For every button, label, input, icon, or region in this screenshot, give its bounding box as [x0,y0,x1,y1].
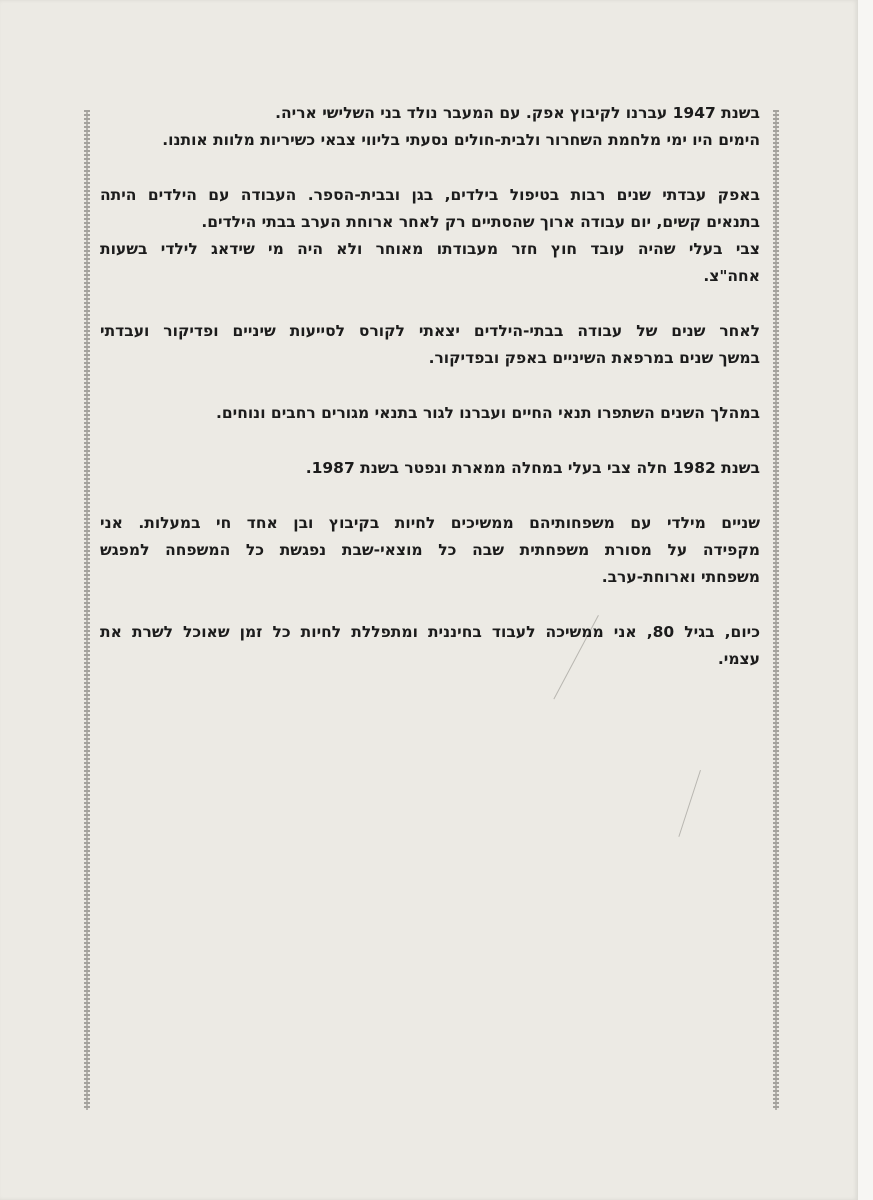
text-line: במהלך השנים השתפרו תנאי החיים ועברנו לגור בתנאי מגורים רחבים ונוחים. [215,404,760,422]
paragraph-3 [100,318,760,372]
text-line: צבי בעלי שהיה עובד חוץ חזר מעבודתו מאוחר ולא היה מי שידאג לילדי בשעות [100,240,760,258]
text-line: לאחר שנים של עבודה בבתי-הילדים יצאתי לקורס לסייעות שיניים ופדיקור ועבדתי [100,322,760,340]
paragraph-6 [100,510,760,591]
text-line: שניים מילדי עם משפחותיהם ממשיכים לחיות בקיבוץ ובן אחד חי במעלות. אני [100,514,760,532]
text-line: מקפידה על מסורת משפחתית שבה כל מוצאי-שבת נפגשת כל המשפחה למפגש [100,541,760,559]
paragraph-5 [100,455,760,482]
document-body [100,100,760,701]
page-edge [858,0,873,1200]
text-line: עצמי. [717,650,760,668]
paragraph-4 [100,400,760,427]
decorative-border-right [773,110,779,1110]
text-line: בתנאים קשים, יום עבודה ארוך שהסתיים רק לאחר ארוחת הערב בבתי הילדים. [201,213,760,231]
text-line: הימים היו ימי מלחמת השחרור ולבית-חולים נסעתי בליווי צבאי כשיריות מלוות אותנו. [162,131,760,149]
text-line: משפחתי וארוחת-ערב. [601,568,760,586]
decorative-border-left [84,110,90,1110]
paragraph-7 [100,619,760,673]
text-line: אחה"צ. [703,267,760,285]
text-line: באפק עבדתי שנים רבות בטיפול בילדים, בגן ובבית-הספר. העבודה עם הילדים היתה [100,186,760,204]
paragraph-1 [100,100,760,154]
text-line: בשנת 1982 חלה צבי בעלי במחלה ממארת ונפטר בשנת 1987. [305,459,760,477]
paragraph-2 [100,182,760,290]
text-line: במשך שנים במרפאת השיניים באפק ובפדיקור. [428,349,760,367]
text-line: כיום, בגיל 80, אני ממשיכה לעבוד בחיננית ומתפללת לחיות כל זמן שאוכל לשרת את [100,623,760,641]
text-line: בשנת 1947 עברנו לקיבוץ אפק. עם המעבר נולד בני השלישי אריה. [275,104,760,122]
